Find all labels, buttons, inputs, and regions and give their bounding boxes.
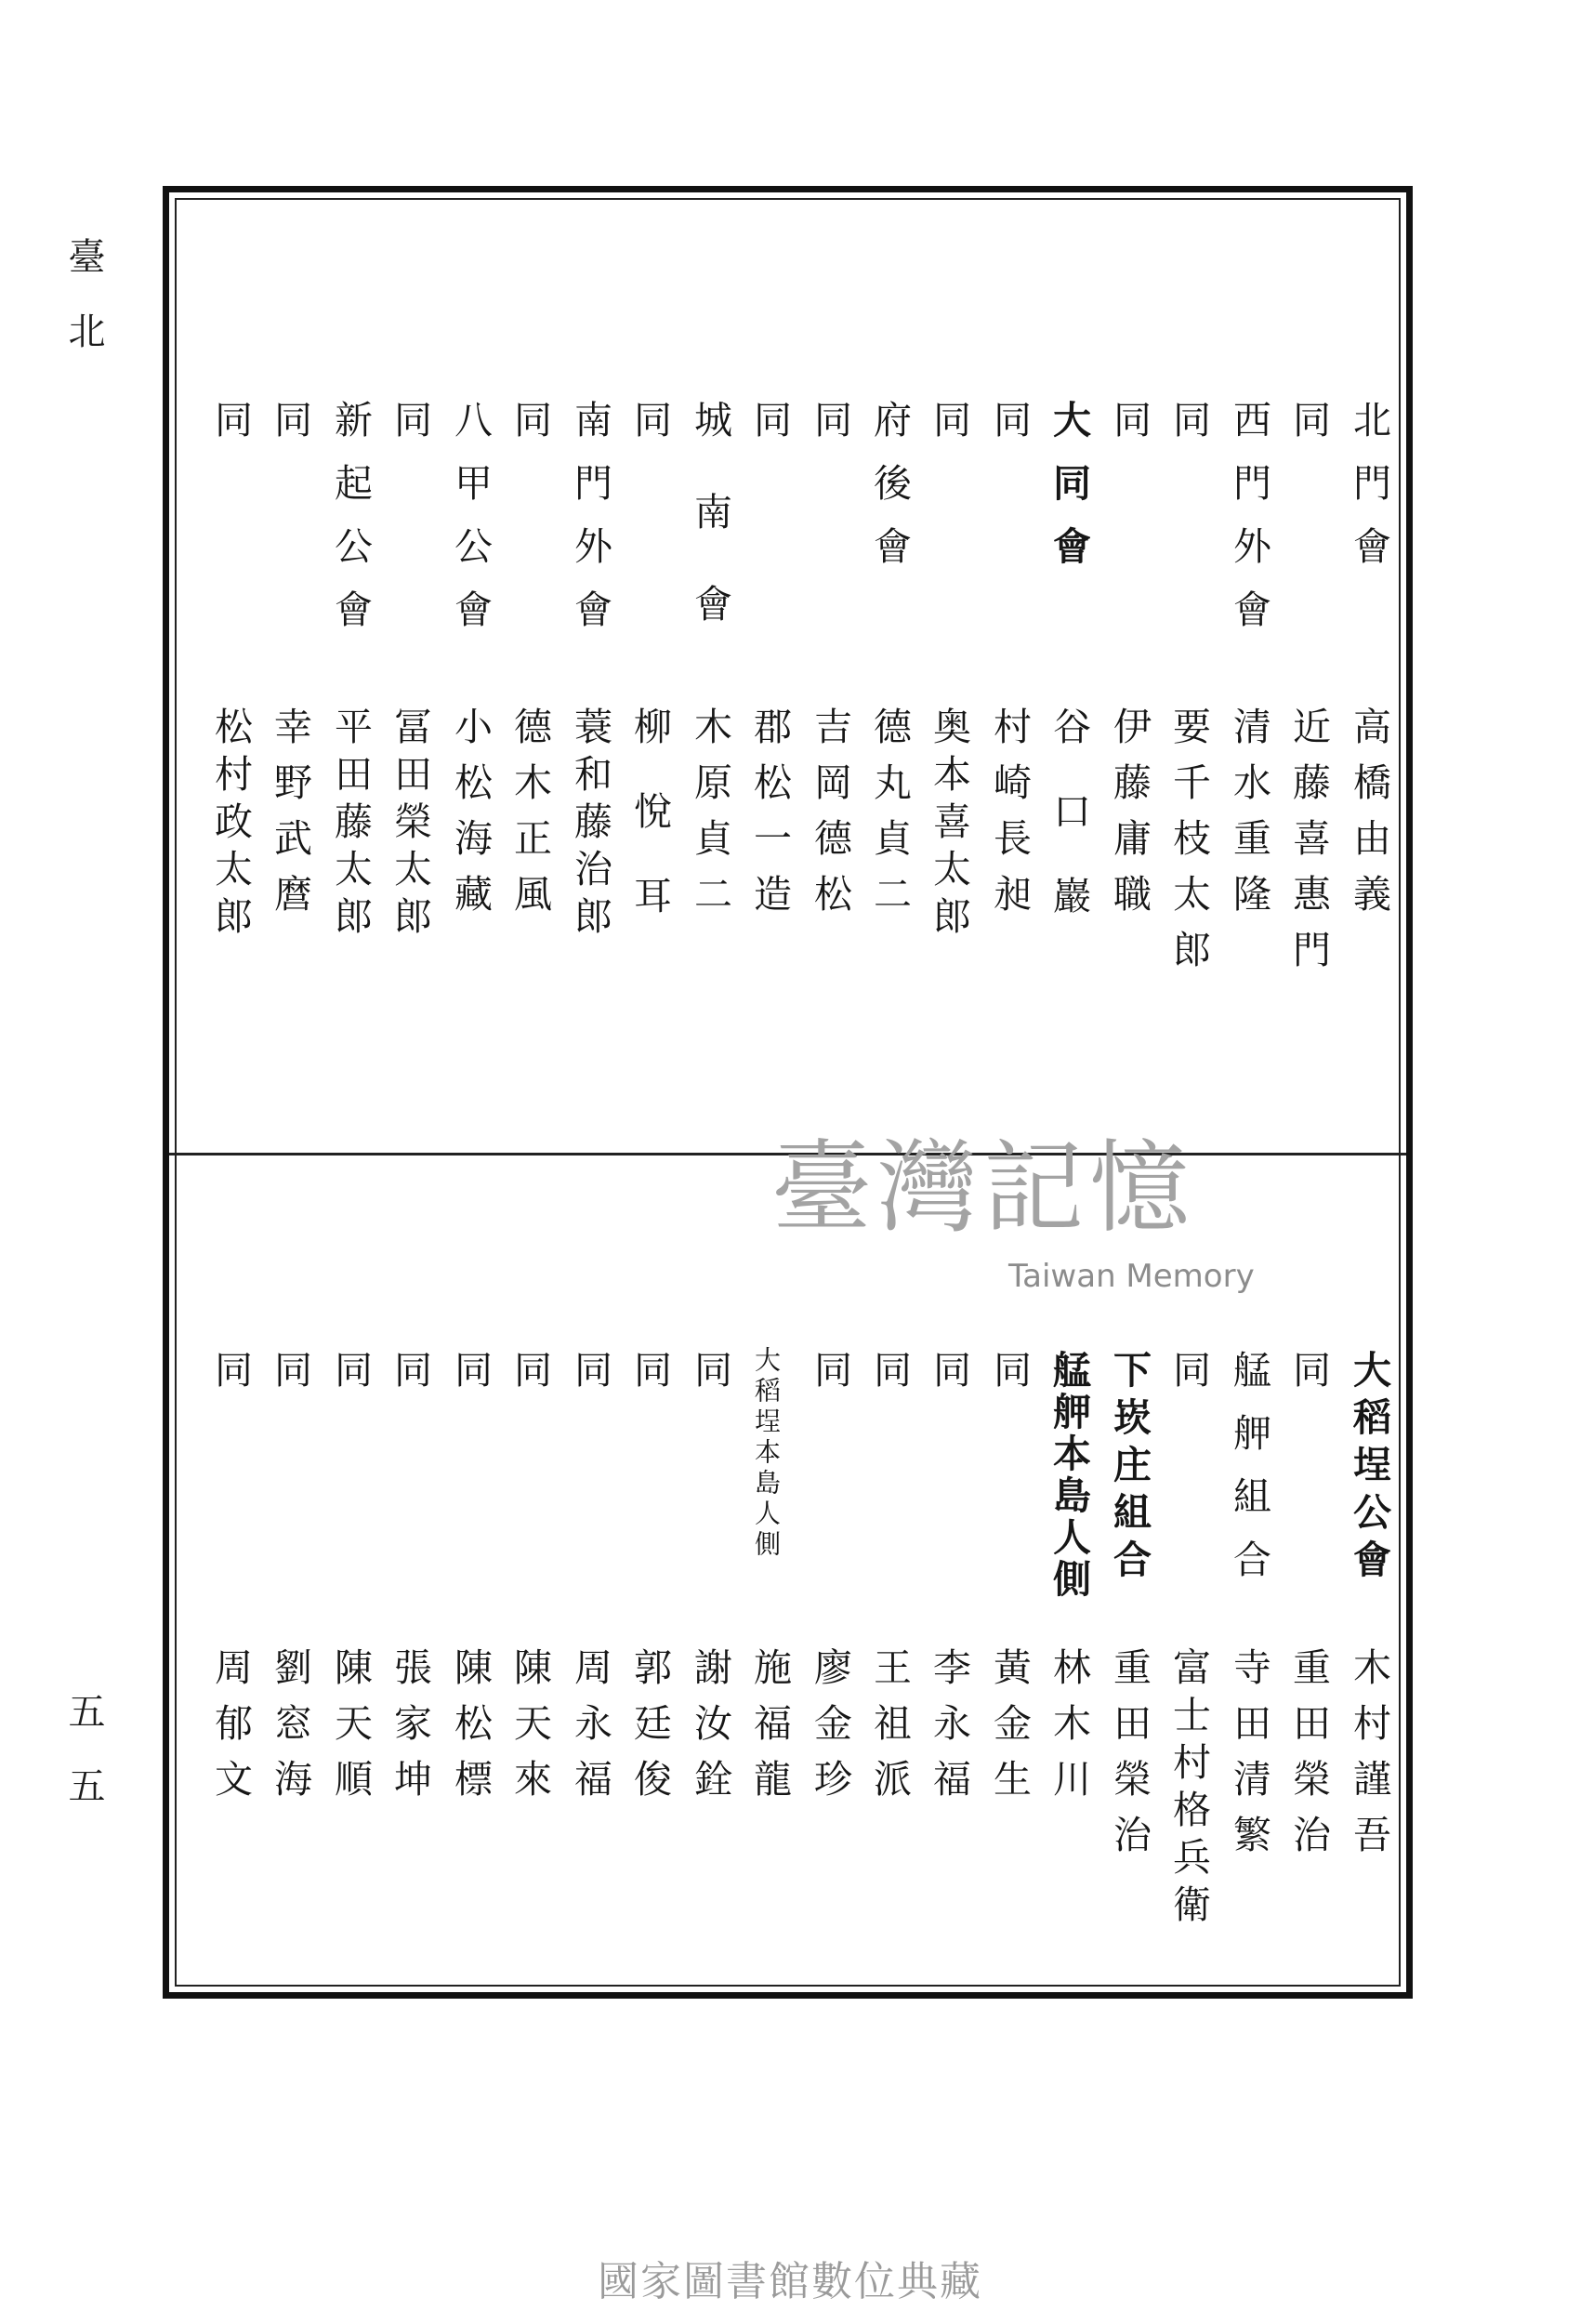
- lower-org-3: 艋舺組合: [1227, 1350, 1271, 1603]
- watermark-logo-cn: 臺灣記憶: [771, 1130, 1196, 1247]
- upper-org-7: 同: [987, 400, 1032, 463]
- footer-collection-label: 國家圖書館數位典藏: [598, 2258, 982, 2305]
- lower-org-12: 同: [688, 1350, 732, 1413]
- upper-person-16: 小松海藏: [448, 706, 493, 930]
- upper-org-20: 同: [208, 400, 253, 463]
- lower-person-2: 重田榮治: [1286, 1647, 1331, 1870]
- lower-person-13: 郭廷俊: [627, 1647, 672, 1815]
- district-label: 臺北: [62, 237, 105, 386]
- lower-org-18: 同: [328, 1350, 373, 1413]
- upper-org-11: 同: [747, 400, 792, 463]
- lower-person-17: 張家坤: [388, 1647, 432, 1815]
- upper-person-13: 柳悅耳: [627, 706, 672, 960]
- upper-org-10: 同: [808, 400, 852, 463]
- lower-person-19: 劉窓海: [268, 1647, 312, 1815]
- upper-org-9: 府後會: [867, 400, 912, 589]
- upper-person-4: 要千枝太郎: [1166, 706, 1211, 985]
- lower-person-11-visible: 施福龍: [747, 1647, 792, 1815]
- lower-person-9: 王祖派: [867, 1647, 912, 1815]
- lower-person-15: 陳天來: [507, 1647, 552, 1815]
- upper-person-19: 幸野武麿: [268, 706, 312, 930]
- upper-person-8: 奥本喜太郎: [927, 706, 971, 944]
- upper-person-12: 木原貞二: [688, 706, 732, 930]
- upper-person-20: 松村政太郎: [208, 706, 253, 944]
- upper-org-3: 西門外會: [1227, 400, 1271, 653]
- upper-person-18: 平田藤太郎: [328, 706, 373, 944]
- upper-org-4: 同: [1166, 400, 1211, 463]
- lower-org-4: 同: [1166, 1350, 1211, 1413]
- lower-org-8: 同: [927, 1350, 971, 1413]
- upper-person-10: 吉岡德松: [808, 706, 852, 930]
- upper-org-16: 八甲公會: [448, 400, 493, 653]
- upper-org-17: 同: [388, 400, 432, 463]
- upper-person-11: 郡松一造: [747, 706, 792, 930]
- watermark: [771, 1130, 1292, 1297]
- lower-person-5: 重田榮治: [1107, 1647, 1152, 1870]
- upper-org-15: 同: [507, 400, 552, 463]
- lower-org-19: 同: [268, 1350, 312, 1413]
- page-number: 五五: [62, 1692, 105, 1841]
- lower-person-6: 林木川: [1047, 1647, 1091, 1815]
- lower-org-16: 同: [448, 1350, 493, 1413]
- lower-person-3: 寺田清繁: [1227, 1647, 1271, 1870]
- lower-org-11: 大稻埕本島人側: [751, 1346, 782, 1561]
- lower-person-1: 木村謹吾: [1347, 1647, 1391, 1870]
- lower-person-14: 周永福: [568, 1647, 612, 1815]
- upper-org-6: 大同會: [1047, 400, 1091, 589]
- lower-person-4: 富士村格兵衛: [1166, 1647, 1211, 1932]
- lower-org-2: 同: [1286, 1350, 1331, 1413]
- upper-person-14: 蓑和藤治郎: [568, 706, 612, 944]
- lower-org-9: 同: [867, 1350, 912, 1413]
- lower-person-10: 廖金珍: [808, 1647, 852, 1815]
- upper-person-7: 村崎長昶: [987, 706, 1032, 930]
- watermark-logo-en: Taiwan Memory: [1008, 1258, 1255, 1295]
- upper-person-3: 清水重隆: [1227, 706, 1271, 930]
- lower-org-6: 艋舺本島人側: [1047, 1350, 1091, 1601]
- lower-org-17: 同: [388, 1350, 432, 1413]
- lower-org-7: 同: [987, 1350, 1032, 1413]
- upper-org-18: 新起公會: [328, 400, 373, 653]
- upper-person-2: 近藤喜惠門: [1286, 706, 1331, 985]
- lower-person-16: 陳松標: [448, 1647, 493, 1815]
- upper-person-5: 伊藤庸職: [1107, 706, 1152, 930]
- lower-person-18: 陳天順: [328, 1647, 373, 1815]
- lower-org-20: 同: [208, 1350, 253, 1413]
- upper-org-13: 同: [627, 400, 672, 463]
- lower-org-10: 同: [808, 1350, 852, 1413]
- lower-org-5: 下崁庄組合: [1107, 1350, 1152, 1587]
- lower-person-12: 謝汝銓: [688, 1647, 732, 1815]
- upper-person-15: 德木正風: [507, 706, 552, 930]
- lower-person-8: 李永福: [927, 1647, 971, 1815]
- upper-org-8: 同: [927, 400, 971, 463]
- upper-org-19: 同: [268, 400, 312, 463]
- upper-person-1: 高橋由義: [1347, 706, 1391, 930]
- lower-org-14: 同: [568, 1350, 612, 1413]
- upper-org-1: 北門會: [1347, 400, 1391, 589]
- upper-person-6: 谷口巖: [1047, 706, 1091, 960]
- upper-person-17: 冨田榮太郎: [388, 706, 432, 944]
- upper-person-9: 德丸貞二: [867, 706, 912, 930]
- lower-org-15: 同: [507, 1350, 552, 1413]
- upper-org-12: 城南會: [688, 400, 732, 676]
- lower-person-20: 周郁文: [208, 1647, 253, 1815]
- upper-org-14: 南門外會: [568, 400, 612, 653]
- lower-org-1: 大稻埕公會: [1347, 1350, 1391, 1587]
- upper-org-5: 同: [1107, 400, 1152, 463]
- upper-org-2: 同: [1286, 400, 1331, 463]
- lower-person-7: 黃金生: [987, 1647, 1032, 1815]
- lower-org-13: 同: [627, 1350, 672, 1413]
